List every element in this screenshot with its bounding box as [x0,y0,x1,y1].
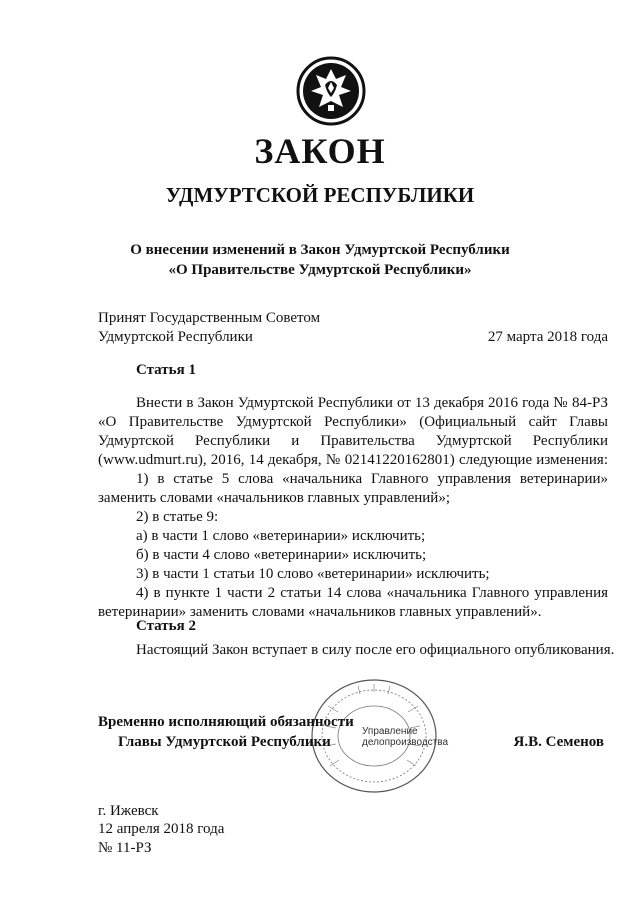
adoption-date: 27 марта 2018 года [487,329,608,345]
law-heading [0,240,640,280]
stamp-text [362,726,448,748]
adoption-line: Принят Государственным Советом [98,310,321,326]
stamp-text-line: делопроизводства [362,737,449,748]
signatory-position: Временно исполняющий обязанности [98,714,354,730]
article-1-line: «О Правительстве Удмуртской Республики» (Официальный сайт Главы [98,414,608,430]
article-1-line: 3) в части 1 статьи 10 слово «ветеринарии» исключить; [136,566,490,582]
article-1-line: заменить словами «начальников главных управлений»; [98,490,450,506]
article-1-line: 4) в пункте 1 части 2 статьи 14 слова «начальника Главного управления [136,585,608,601]
document-subtitle: УДМУРТСКОЙ РЕСПУБЛИКИ [165,183,475,207]
heading-line: О внесении изменений в Закон Удмуртской Республики [130,242,510,258]
article-1-line: ветеринарии» заменить словами «начальников главных управлений». [98,604,542,620]
adoption-line: Удмуртской Республики [98,329,253,345]
article-1-title: Статья 1 [136,362,196,378]
heading-line: «О Правительстве Удмуртской Республики» [168,262,472,278]
document-title: ЗАКОН [254,131,386,171]
article-1-line: Удмуртской Республики и Правительства Удмуртской Республики [98,433,608,449]
coat-of-arms-icon [295,55,367,127]
signatory-position: Главы Удмуртской Республики [118,734,331,750]
article-1-line: б) в части 4 слово «ветеринарии» исключить; [136,547,427,563]
article-1-line: а) в части 1 слово «ветеринарии» исключить; [136,528,426,544]
article-2-text: Настоящий Закон вступает в силу после его официального опубликования. [136,642,615,658]
article-1-line: 2) в статье 9: [136,509,219,525]
signatory-name: Я.В. Семенов [513,734,604,750]
article-1-line: (www.udmurt.ru), 2016, 14 декабря, № 02141220162801) следующие изменения: [98,452,608,468]
article-1-line: Внести в Закон Удмуртской Республики от 13 декабря 2016 года № 84-РЗ [136,395,608,411]
stamp-text-line: Управление [362,726,418,737]
article-2-title: Статья 2 [136,618,196,634]
footer-city: г. Ижевск [98,803,159,819]
article-1-line: 1) в статье 5 слова «начальника Главного управления ветеринарии» [136,471,608,487]
footer-number: № 11-РЗ [98,840,152,856]
footer-date: 12 апреля 2018 года [98,821,225,837]
